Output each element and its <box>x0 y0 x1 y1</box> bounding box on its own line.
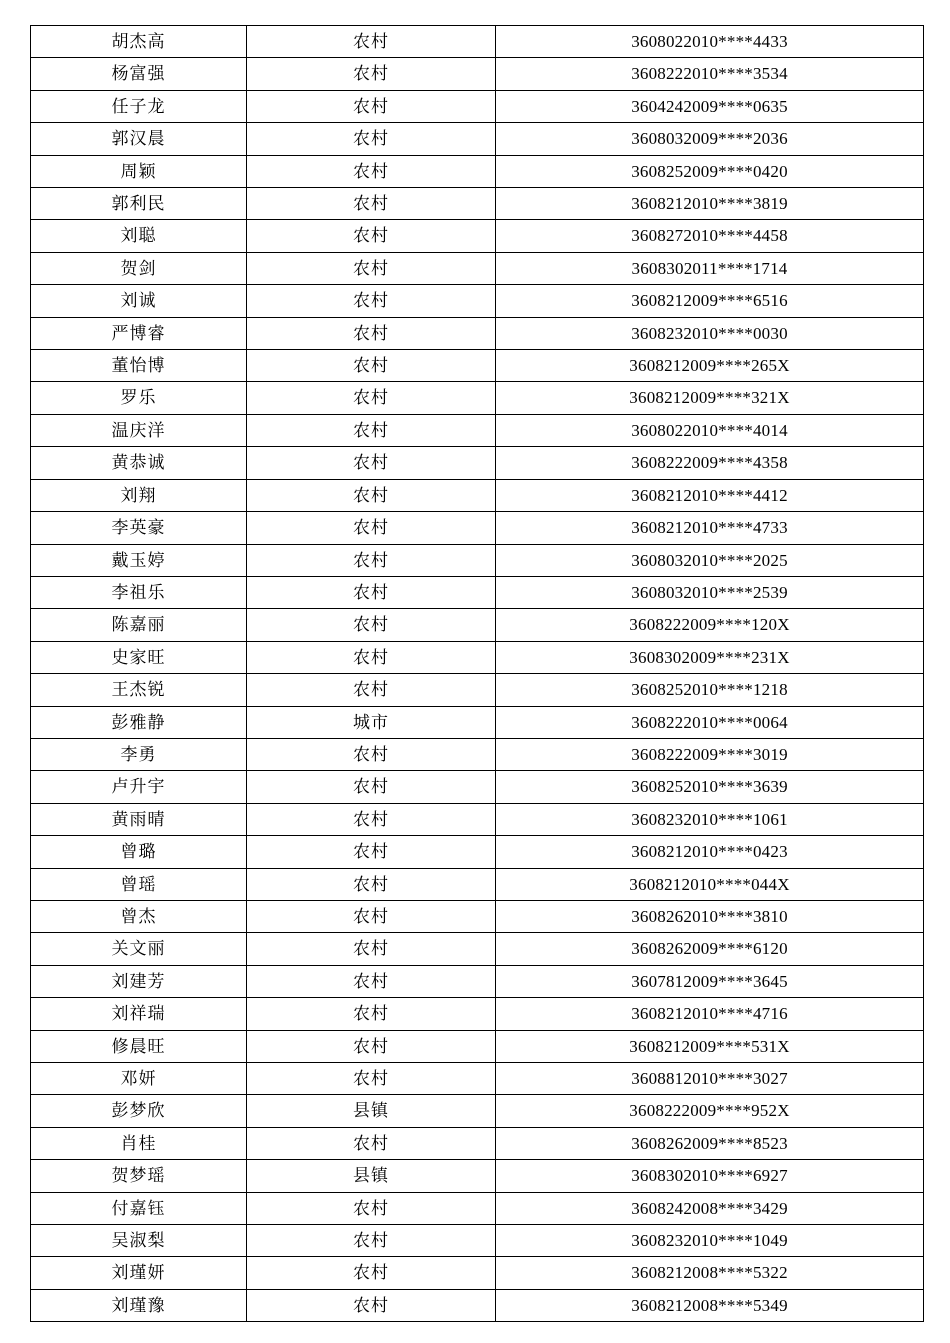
cell-name: 杨富强 <box>31 58 247 90</box>
cell-name: 邓妍 <box>31 1063 247 1095</box>
cell-id-number: 3608032010****2025 <box>496 544 924 576</box>
cell-id-number: 3608812010****3027 <box>496 1063 924 1095</box>
table-row <box>31 1063 924 1095</box>
cell-household-type: 农村 <box>247 350 496 382</box>
table-row <box>31 933 924 965</box>
cell-id-number: 3608222009****4358 <box>496 447 924 479</box>
cell-household-type: 县镇 <box>247 1095 496 1127</box>
cell-household-type: 农村 <box>247 414 496 446</box>
table-body <box>31 26 924 1322</box>
table-row <box>31 900 924 932</box>
cell-household-type: 农村 <box>247 123 496 155</box>
table-row <box>31 123 924 155</box>
cell-household-type: 农村 <box>247 965 496 997</box>
table-row <box>31 771 924 803</box>
cell-name: 贺梦瑶 <box>31 1160 247 1192</box>
cell-name: 罗乐 <box>31 382 247 414</box>
table-row <box>31 706 924 738</box>
cell-id-number: 3608222009****120X <box>496 609 924 641</box>
table-row <box>31 1127 924 1159</box>
cell-household-type: 农村 <box>247 576 496 608</box>
cell-name: 郭利民 <box>31 188 247 220</box>
cell-household-type: 农村 <box>247 1192 496 1224</box>
table-row <box>31 479 924 511</box>
cell-household-type: 农村 <box>247 188 496 220</box>
table-row <box>31 58 924 90</box>
cell-household-type: 农村 <box>247 674 496 706</box>
cell-household-type: 农村 <box>247 220 496 252</box>
table-row <box>31 836 924 868</box>
cell-household-type: 农村 <box>247 544 496 576</box>
table-row <box>31 1192 924 1224</box>
cell-name: 李祖乐 <box>31 576 247 608</box>
cell-household-type: 农村 <box>247 317 496 349</box>
cell-name: 李英豪 <box>31 512 247 544</box>
cell-id-number: 3608302011****1714 <box>496 252 924 284</box>
cell-household-type: 农村 <box>247 26 496 58</box>
table-row <box>31 252 924 284</box>
cell-id-number: 3608212009****6516 <box>496 285 924 317</box>
cell-household-type: 农村 <box>247 1225 496 1257</box>
cell-household-type: 农村 <box>247 836 496 868</box>
cell-household-type: 农村 <box>247 512 496 544</box>
cell-name: 任子龙 <box>31 90 247 122</box>
cell-name: 董怡博 <box>31 350 247 382</box>
cell-id-number: 3608032009****2036 <box>496 123 924 155</box>
cell-name: 陈嘉丽 <box>31 609 247 641</box>
cell-id-number: 3608022010****4014 <box>496 414 924 446</box>
cell-id-number: 3608222009****952X <box>496 1095 924 1127</box>
cell-household-type: 农村 <box>247 1063 496 1095</box>
cell-household-type: 农村 <box>247 900 496 932</box>
cell-name: 刘瑾豫 <box>31 1289 247 1321</box>
cell-id-number: 3608252010****1218 <box>496 674 924 706</box>
cell-name: 戴玉婷 <box>31 544 247 576</box>
cell-name: 刘建芳 <box>31 965 247 997</box>
table-row <box>31 447 924 479</box>
table-row <box>31 1289 924 1321</box>
table-row <box>31 674 924 706</box>
student-roster-table <box>30 25 924 1322</box>
table-row <box>31 1030 924 1062</box>
table-row <box>31 512 924 544</box>
cell-name: 刘瑾妍 <box>31 1257 247 1289</box>
cell-household-type: 农村 <box>247 609 496 641</box>
cell-id-number: 3607812009****3645 <box>496 965 924 997</box>
cell-household-type: 农村 <box>247 90 496 122</box>
cell-household-type: 农村 <box>247 479 496 511</box>
cell-id-number: 3608022010****4433 <box>496 26 924 58</box>
cell-id-number: 3608222010****0064 <box>496 706 924 738</box>
cell-name: 肖桂 <box>31 1127 247 1159</box>
cell-id-number: 3608212009****265X <box>496 350 924 382</box>
table-row <box>31 576 924 608</box>
cell-household-type: 农村 <box>247 1289 496 1321</box>
cell-id-number: 3608212010****3819 <box>496 188 924 220</box>
table-row <box>31 90 924 122</box>
table-row <box>31 382 924 414</box>
cell-name: 李勇 <box>31 738 247 770</box>
cell-name: 刘祥瑞 <box>31 998 247 1030</box>
cell-id-number: 3608212010****4716 <box>496 998 924 1030</box>
cell-household-type: 农村 <box>247 1257 496 1289</box>
table-row <box>31 26 924 58</box>
cell-id-number: 3608212010****0423 <box>496 836 924 868</box>
table-row <box>31 998 924 1030</box>
table-row <box>31 1160 924 1192</box>
cell-name: 卢升宇 <box>31 771 247 803</box>
cell-name: 黄恭诚 <box>31 447 247 479</box>
cell-household-type: 农村 <box>247 803 496 835</box>
cell-id-number: 3608212010****4412 <box>496 479 924 511</box>
table-row <box>31 738 924 770</box>
cell-household-type: 农村 <box>247 1030 496 1062</box>
cell-id-number: 3608232010****1049 <box>496 1225 924 1257</box>
table-row <box>31 285 924 317</box>
cell-household-type: 农村 <box>247 868 496 900</box>
cell-id-number: 3608262009****6120 <box>496 933 924 965</box>
cell-name: 史家旺 <box>31 641 247 673</box>
cell-name: 刘翔 <box>31 479 247 511</box>
cell-name: 曾璐 <box>31 836 247 868</box>
cell-id-number: 3608222010****3534 <box>496 58 924 90</box>
cell-id-number: 3608262010****3810 <box>496 900 924 932</box>
cell-household-type: 农村 <box>247 998 496 1030</box>
table-row <box>31 1225 924 1257</box>
cell-household-type: 农村 <box>247 771 496 803</box>
cell-id-number: 3608262009****8523 <box>496 1127 924 1159</box>
cell-name: 胡杰高 <box>31 26 247 58</box>
table-row <box>31 868 924 900</box>
cell-name: 黄雨晴 <box>31 803 247 835</box>
cell-household-type: 农村 <box>247 447 496 479</box>
cell-household-type: 农村 <box>247 641 496 673</box>
cell-id-number: 3608302010****6927 <box>496 1160 924 1192</box>
cell-name: 刘诚 <box>31 285 247 317</box>
table-row <box>31 1257 924 1289</box>
cell-household-type: 城市 <box>247 706 496 738</box>
cell-id-number: 3608212009****321X <box>496 382 924 414</box>
cell-household-type: 农村 <box>247 285 496 317</box>
table-row <box>31 1095 924 1127</box>
table-row <box>31 188 924 220</box>
cell-name: 严博睿 <box>31 317 247 349</box>
table-row <box>31 641 924 673</box>
table-row <box>31 414 924 446</box>
cell-id-number: 3608212010****4733 <box>496 512 924 544</box>
cell-id-number: 3608212008****5349 <box>496 1289 924 1321</box>
cell-id-number: 3608222009****3019 <box>496 738 924 770</box>
cell-id-number: 3608272010****4458 <box>496 220 924 252</box>
cell-household-type: 农村 <box>247 933 496 965</box>
table-row <box>31 155 924 187</box>
cell-name: 温庆洋 <box>31 414 247 446</box>
cell-name: 王杰锐 <box>31 674 247 706</box>
cell-name: 贺剑 <box>31 252 247 284</box>
table-row <box>31 803 924 835</box>
cell-name: 曾杰 <box>31 900 247 932</box>
cell-id-number: 3608032010****2539 <box>496 576 924 608</box>
table-row <box>31 317 924 349</box>
cell-household-type: 农村 <box>247 58 496 90</box>
cell-name: 吴淑梨 <box>31 1225 247 1257</box>
cell-name: 曾瑶 <box>31 868 247 900</box>
cell-household-type: 农村 <box>247 738 496 770</box>
cell-household-type: 农村 <box>247 382 496 414</box>
table-row <box>31 965 924 997</box>
cell-id-number: 3608252009****0420 <box>496 155 924 187</box>
cell-id-number: 3608212009****531X <box>496 1030 924 1062</box>
cell-id-number: 3608242008****3429 <box>496 1192 924 1224</box>
cell-id-number: 3608212008****5322 <box>496 1257 924 1289</box>
cell-name: 郭汉晨 <box>31 123 247 155</box>
cell-name: 刘聪 <box>31 220 247 252</box>
cell-name: 彭雅静 <box>31 706 247 738</box>
cell-household-type: 农村 <box>247 155 496 187</box>
cell-id-number: 3608302009****231X <box>496 641 924 673</box>
cell-household-type: 农村 <box>247 252 496 284</box>
cell-household-type: 农村 <box>247 1127 496 1159</box>
cell-id-number: 3604242009****0635 <box>496 90 924 122</box>
cell-id-number: 3608232010****0030 <box>496 317 924 349</box>
cell-name: 修晨旺 <box>31 1030 247 1062</box>
cell-id-number: 3608252010****3639 <box>496 771 924 803</box>
cell-name: 周颖 <box>31 155 247 187</box>
table-row <box>31 350 924 382</box>
cell-id-number: 3608232010****1061 <box>496 803 924 835</box>
cell-household-type: 县镇 <box>247 1160 496 1192</box>
cell-name: 彭梦欣 <box>31 1095 247 1127</box>
cell-name: 关文丽 <box>31 933 247 965</box>
cell-id-number: 3608212010****044X <box>496 868 924 900</box>
table-row <box>31 544 924 576</box>
table-row <box>31 609 924 641</box>
table-row <box>31 220 924 252</box>
cell-name: 付嘉钰 <box>31 1192 247 1224</box>
